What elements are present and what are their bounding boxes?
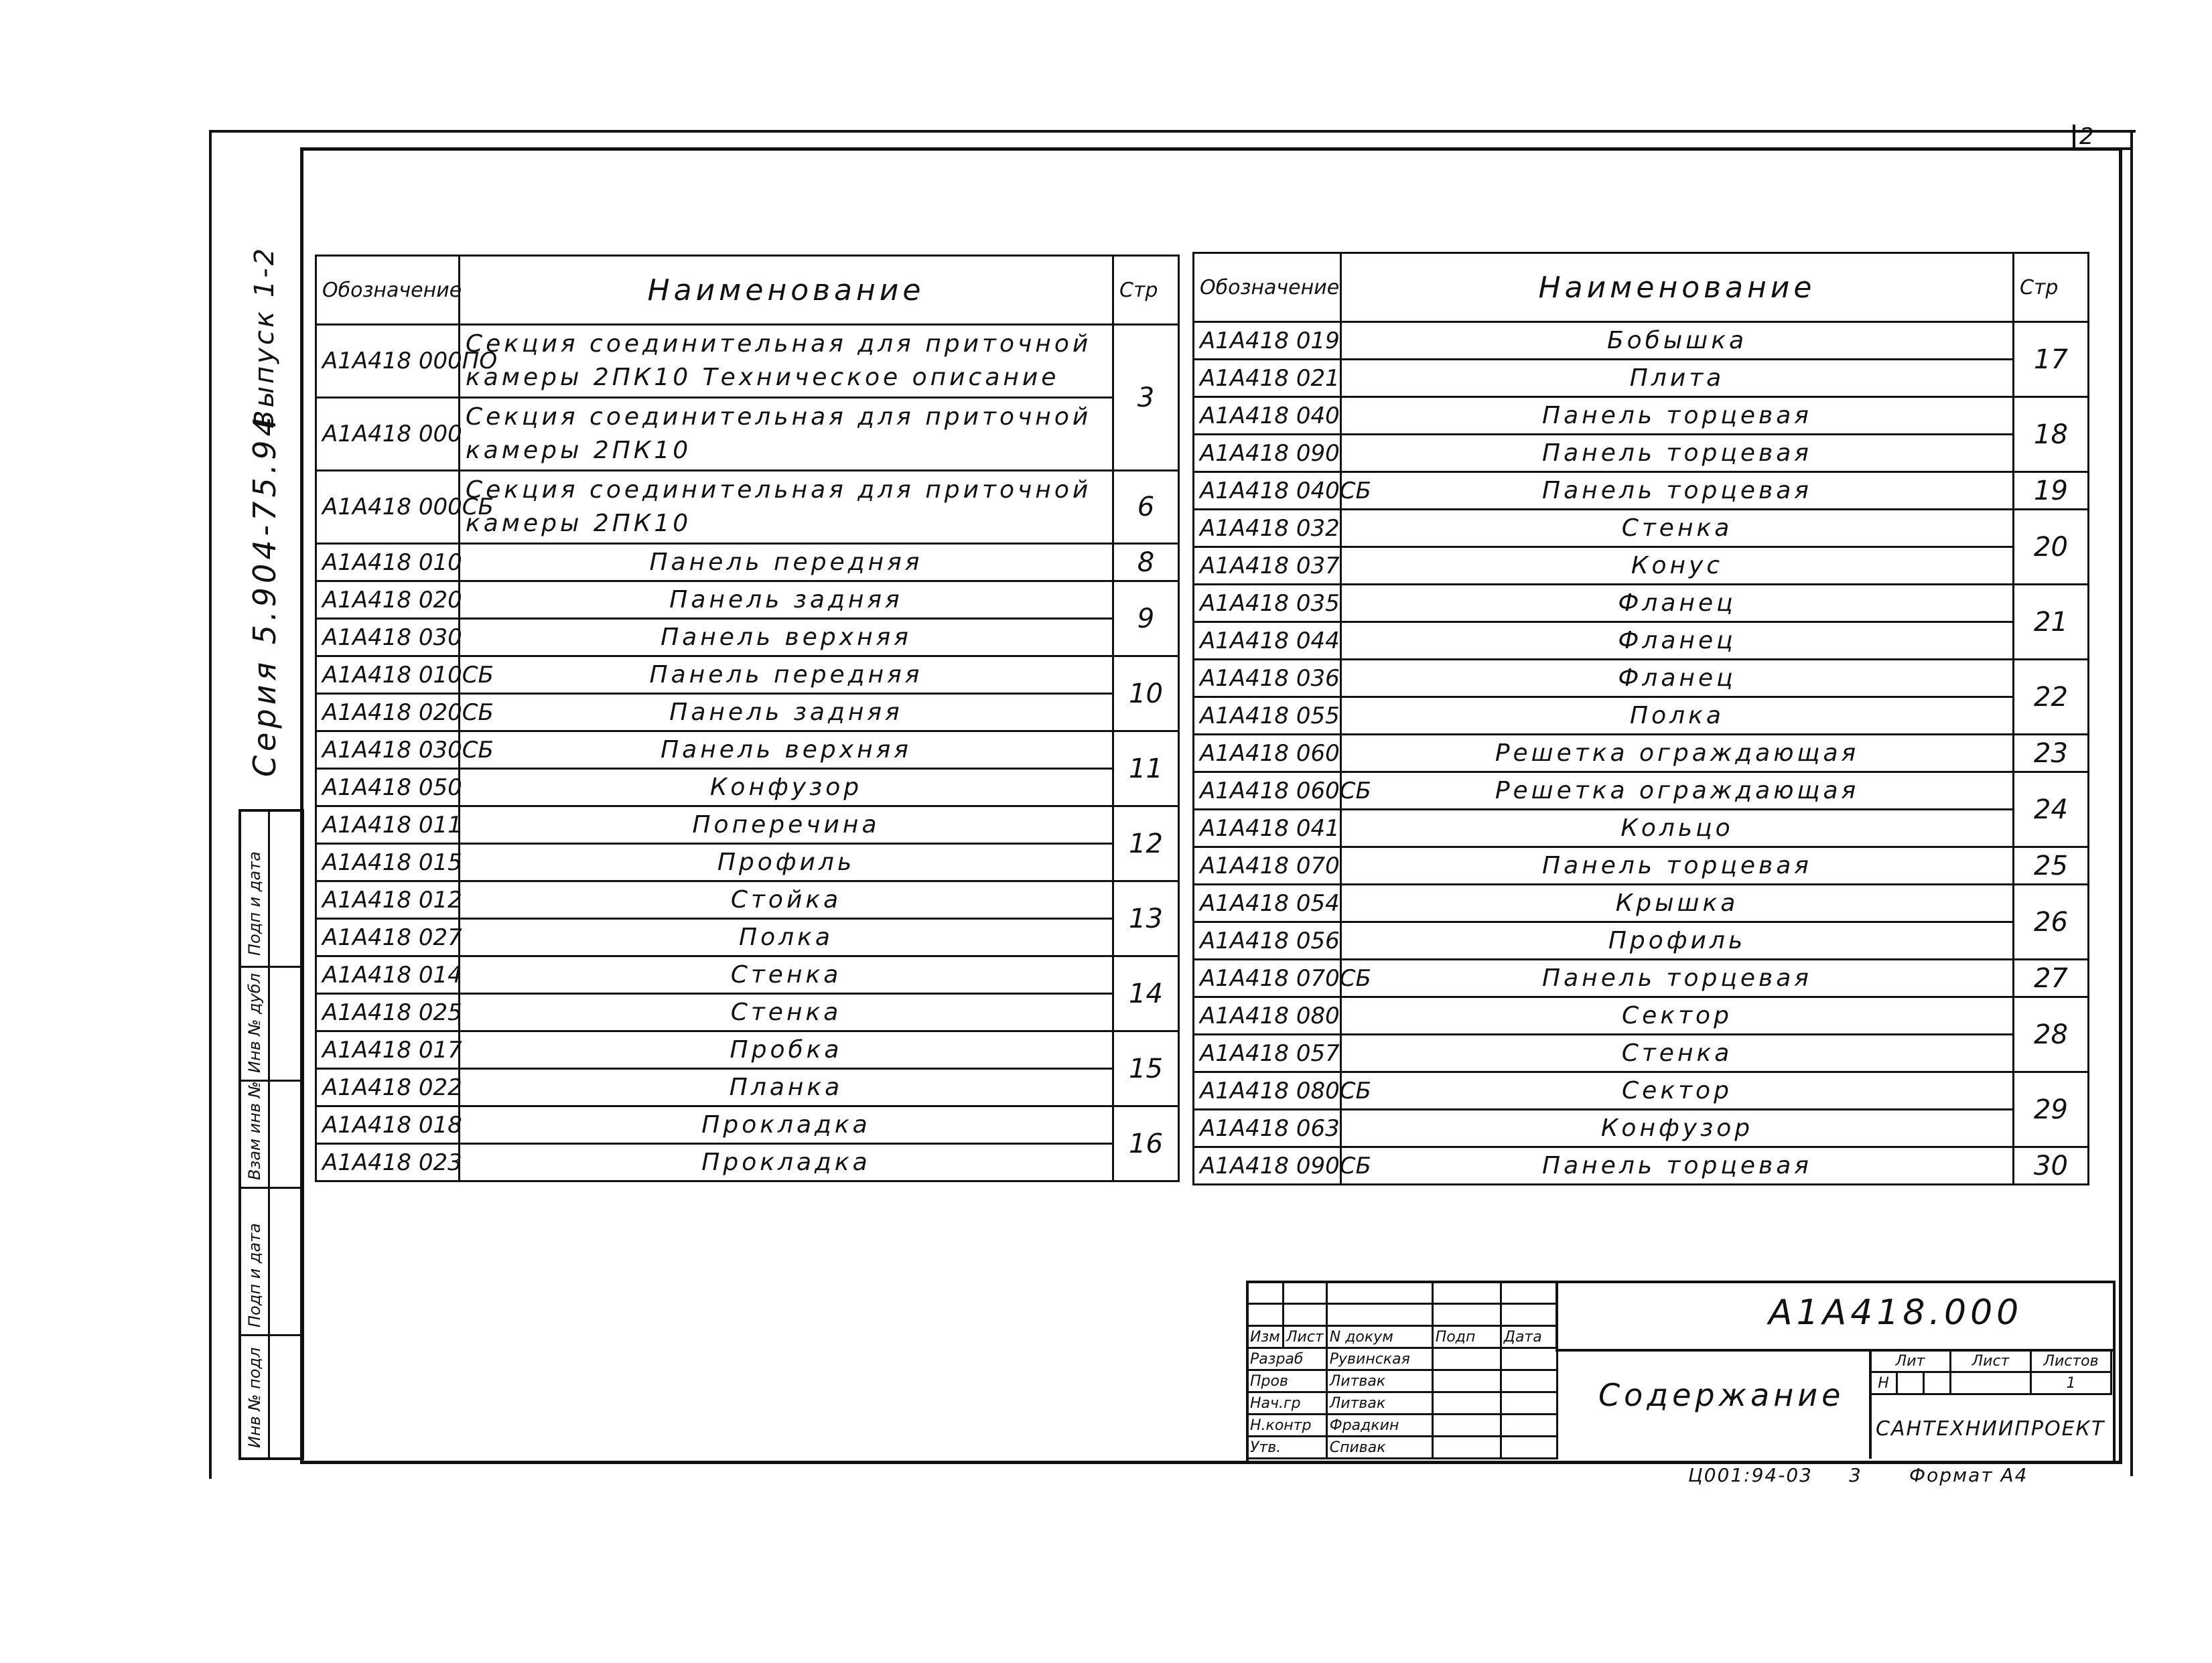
cell-name: Панель передняя xyxy=(460,544,1113,581)
cell-designation: А1А418 018 xyxy=(316,1106,460,1144)
contents-table-left xyxy=(315,255,1180,1182)
title-block-role-row xyxy=(1247,1348,1558,1370)
cell-designation: А1А418 022 xyxy=(316,1069,460,1106)
title-block-header: N докум xyxy=(1326,1326,1432,1348)
cell-designation: А1А418 060СБ xyxy=(1194,772,1341,810)
table-row xyxy=(316,619,1179,656)
cell-designation: А1А418 070 xyxy=(1194,847,1341,885)
table-row xyxy=(316,656,1179,694)
cell-designation: А1А418 010 xyxy=(316,544,460,581)
title-block-empty-cell xyxy=(1247,1282,1284,1304)
cell-designation: А1А418 055 xyxy=(1194,697,1341,735)
table-row xyxy=(1194,547,2089,585)
cell-name: Панель задняя xyxy=(460,694,1113,731)
cell-page: 30 xyxy=(2014,1147,2089,1185)
cell-designation: А1А418 040СБ xyxy=(1194,472,1341,510)
cell-name: Панель торцевая xyxy=(1341,847,2014,885)
table-row xyxy=(1194,735,2089,772)
title-block-header-row xyxy=(1247,1326,1558,1348)
cell-name: Секция соединительная для приточной камеры 2ПК10 xyxy=(460,471,1113,544)
cell-page: 20 xyxy=(2014,510,2089,585)
table-row xyxy=(1194,585,2089,622)
table-row xyxy=(316,544,1179,581)
role-date xyxy=(1501,1348,1557,1370)
cell-name: Планка xyxy=(460,1069,1113,1106)
role-date xyxy=(1501,1370,1557,1392)
cell-page: 27 xyxy=(2014,960,2089,997)
cell-name: Панель верхняя xyxy=(460,619,1113,656)
cell-page: 16 xyxy=(1113,1106,1179,1181)
title-block-signatures xyxy=(1246,1281,1558,1459)
cell-designation: А1А418 036 xyxy=(1194,660,1341,697)
cell-designation: А1А418 020СБ xyxy=(316,694,460,731)
cell-name: Полка xyxy=(460,919,1113,956)
cell-name: Стенка xyxy=(460,956,1113,994)
table-row xyxy=(316,471,1179,544)
cell-page: 19 xyxy=(2014,472,2089,510)
sheet-value xyxy=(1951,1372,2031,1394)
cell-name: Решетка ограждающая xyxy=(1341,735,2014,772)
cell-page: 14 xyxy=(1113,956,1179,1031)
side-label: Инв № дубл xyxy=(245,973,264,1073)
cell-page: 13 xyxy=(1113,881,1179,956)
table-row xyxy=(1194,322,2089,360)
format-label: Формат А4 xyxy=(1909,1464,2028,1486)
cell-name: Фланец xyxy=(1341,585,2014,622)
side-strip-cell xyxy=(241,1334,301,1336)
cell-name: Конус xyxy=(1341,547,2014,585)
cell-page: 12 xyxy=(1113,806,1179,881)
cell-name: Сектор xyxy=(1341,1072,2014,1110)
cell-page: 6 xyxy=(1113,471,1179,544)
title-block-role-row xyxy=(1247,1392,1558,1415)
title-block-empty-row xyxy=(1247,1304,1558,1326)
cell-name: Стойка xyxy=(460,881,1113,919)
outer-frame-right xyxy=(2130,130,2133,1476)
cell-name: Стенка xyxy=(1341,510,2014,547)
sheet-number: 2 xyxy=(2079,123,2094,150)
table-row xyxy=(1194,510,2089,547)
title-block-empty-cell xyxy=(1247,1304,1284,1326)
header-designation: Обозначение xyxy=(316,256,460,325)
cell-page: 25 xyxy=(2014,847,2089,885)
role-label: Разраб xyxy=(1247,1348,1327,1370)
cell-designation: А1А418 080СБ xyxy=(1194,1072,1341,1110)
role-label: Утв. xyxy=(1247,1437,1327,1459)
cell-name: Поперечина xyxy=(460,806,1113,844)
table-row xyxy=(1194,472,2089,510)
cell-name: Панель передняя xyxy=(460,656,1113,694)
cell-designation: А1А418 015 xyxy=(316,844,460,881)
table-row xyxy=(1194,922,2089,960)
header-name: Наименование xyxy=(460,256,1113,325)
side-strip-cell xyxy=(241,1187,301,1189)
cell-designation: А1А418 010СБ xyxy=(316,656,460,694)
cell-name: Панель торцевая xyxy=(1341,960,2014,997)
cell-page: 23 xyxy=(2014,735,2089,772)
table-row xyxy=(1194,435,2089,472)
role-signature xyxy=(1432,1348,1501,1370)
role-label: Пров xyxy=(1247,1370,1327,1392)
table-row xyxy=(1194,885,2089,922)
role-signature xyxy=(1432,1392,1501,1415)
table-row xyxy=(316,325,1179,398)
side-label: Подп и дата xyxy=(245,851,264,956)
table-row xyxy=(316,1106,1179,1144)
cell-designation: А1А418 050 xyxy=(316,769,460,806)
table-row xyxy=(316,1031,1179,1069)
sheets-value: 1 xyxy=(2031,1372,2112,1394)
table-row xyxy=(1194,810,2089,847)
cell-name: Панель задняя xyxy=(460,581,1113,619)
organization: САНТЕХНИИПРОЕКТ xyxy=(1876,1417,2105,1441)
title-block-lit-table xyxy=(1869,1349,2112,1395)
cell-designation: А1А418 027 xyxy=(316,919,460,956)
side-strip-divider xyxy=(268,812,270,1457)
role-date xyxy=(1501,1437,1557,1459)
cell-name: Профиль xyxy=(460,844,1113,881)
cell-designation: А1А418 063 xyxy=(1194,1110,1341,1147)
title-block-empty-cell xyxy=(1284,1304,1327,1326)
role-name: Литвак xyxy=(1326,1392,1432,1415)
table-row xyxy=(316,694,1179,731)
cell-page: 3 xyxy=(1113,325,1179,471)
title-block-empty-cell xyxy=(1432,1282,1501,1304)
cell-designation: А1А418 080 xyxy=(1194,997,1341,1035)
cell-designation: А1А418 070СБ xyxy=(1194,960,1341,997)
side-label: Инв № подл xyxy=(245,1347,264,1448)
cell-page: 15 xyxy=(1113,1031,1179,1106)
title-block-header: Дата xyxy=(1501,1326,1557,1348)
cell-designation: А1А418 000ПО xyxy=(316,325,460,398)
table-row xyxy=(1194,360,2089,397)
table-row xyxy=(1194,622,2089,660)
header-designation: Обозначение xyxy=(1194,253,1341,322)
table-row xyxy=(1194,847,2089,885)
cell-name: Пробка xyxy=(460,1031,1113,1069)
cell-designation: А1А418 025 xyxy=(316,994,460,1031)
cell-designation: А1А418 030СБ xyxy=(316,731,460,769)
title-block-header: Подп xyxy=(1432,1326,1501,1348)
cell-designation: А1А418 044 xyxy=(1194,622,1341,660)
table-row xyxy=(1194,697,2089,735)
cell-page: 22 xyxy=(2014,660,2089,735)
header-page: Стр xyxy=(1113,256,1179,325)
contents-table-right xyxy=(1192,252,2089,1185)
cell-page: 24 xyxy=(2014,772,2089,847)
cell-designation: А1А418 019 xyxy=(1194,322,1341,360)
title-block-role-row xyxy=(1247,1370,1558,1392)
table-row xyxy=(316,994,1179,1031)
cell-designation: А1А418 060 xyxy=(1194,735,1341,772)
sheets-label: Листов xyxy=(2031,1350,2112,1372)
cell-designation: А1А418 090 xyxy=(1194,435,1341,472)
role-name: Фрадкин xyxy=(1326,1415,1432,1437)
table-row xyxy=(316,769,1179,806)
cell-designation: А1А418 040 xyxy=(1194,397,1341,435)
cell-designation: А1А418 030 xyxy=(316,619,460,656)
role-date xyxy=(1501,1392,1557,1415)
bottom-code: Ц001:94-03 xyxy=(1688,1464,1813,1486)
table-row xyxy=(1194,1072,2089,1110)
cell-name: Крышка xyxy=(1341,885,2014,922)
table-row xyxy=(1194,997,2089,1035)
cell-designation: А1А418 021 xyxy=(1194,360,1341,397)
header-page: Стр xyxy=(2014,253,2089,322)
cell-page: 10 xyxy=(1113,656,1179,731)
role-signature xyxy=(1432,1370,1501,1392)
table-row xyxy=(316,1069,1179,1106)
table-row xyxy=(1194,397,2089,435)
table-row xyxy=(316,398,1179,471)
lit-label: Лит xyxy=(1870,1350,1951,1372)
cell-designation: А1А418 011 xyxy=(316,806,460,844)
cell-name: Кольцо xyxy=(1341,810,2014,847)
role-name: Рувинская xyxy=(1326,1348,1432,1370)
cell-name: Полка xyxy=(1341,697,2014,735)
table-row xyxy=(1194,1110,2089,1147)
table-row xyxy=(316,1144,1179,1181)
cell-page: 17 xyxy=(2014,322,2089,397)
cell-name: Секция соединительная для приточной камеры 2ПК10 xyxy=(460,398,1113,471)
title-block-empty-cell xyxy=(1501,1282,1557,1304)
issue-label: Выпуск 1-2 xyxy=(249,245,280,429)
document-name: Содержание xyxy=(1598,1377,1845,1413)
cell-name: Стенка xyxy=(460,994,1113,1031)
title-block-empty-cell xyxy=(1326,1282,1432,1304)
lit-value: Н xyxy=(1870,1372,1897,1394)
table-header-row xyxy=(1194,253,2089,322)
role-label: Нач.гр xyxy=(1247,1392,1327,1415)
cell-name: Конфузор xyxy=(460,769,1113,806)
cell-name: Плита xyxy=(1341,360,2014,397)
table-row xyxy=(1194,1035,2089,1072)
cell-page: 28 xyxy=(2014,997,2089,1072)
cell-designation: А1А418 056 xyxy=(1194,922,1341,960)
cell-page: 18 xyxy=(2014,397,2089,472)
cell-page: 11 xyxy=(1113,731,1179,806)
title-block-empty-cell xyxy=(1501,1304,1557,1326)
cell-name: Прокладка xyxy=(460,1144,1113,1181)
cell-page: 8 xyxy=(1113,544,1179,581)
cell-name: Фланец xyxy=(1341,660,2014,697)
cell-name: Стенка xyxy=(1341,1035,2014,1072)
cell-designation: А1А418 017 xyxy=(316,1031,460,1069)
side-stamp-strip xyxy=(238,809,304,1460)
cell-designation: А1А418 000 xyxy=(316,398,460,471)
cell-designation: А1А418 023 xyxy=(316,1144,460,1181)
role-date xyxy=(1501,1415,1557,1437)
header-name: Наименование xyxy=(1341,253,2014,322)
cell-designation: А1А418 020 xyxy=(316,581,460,619)
side-label: Подп и дата xyxy=(245,1223,264,1327)
title-block-role-row xyxy=(1247,1415,1558,1437)
cell-designation: А1А418 090СБ xyxy=(1194,1147,1341,1185)
table-row xyxy=(316,919,1179,956)
table-row xyxy=(316,731,1179,769)
title-block-role-row xyxy=(1247,1437,1558,1459)
table-row xyxy=(1194,1147,2089,1185)
cell-designation: А1А418 041 xyxy=(1194,810,1341,847)
lit-empty xyxy=(1897,1372,1924,1394)
table-header-row xyxy=(316,256,1179,325)
bottom-copy: 3 xyxy=(1849,1464,1861,1486)
lit-empty xyxy=(1924,1372,1951,1394)
cell-name: Прокладка xyxy=(460,1106,1113,1144)
title-block-empty-row xyxy=(1247,1282,1558,1304)
table-row xyxy=(1194,660,2089,697)
side-label: Взам инв № xyxy=(245,1081,264,1180)
cell-name: Конфузор xyxy=(1341,1110,2014,1147)
table-row xyxy=(316,881,1179,919)
cell-name: Панель торцевая xyxy=(1341,435,2014,472)
cell-name: Профиль xyxy=(1341,922,2014,960)
table-row xyxy=(316,806,1179,844)
title-block-header: Изм xyxy=(1247,1326,1284,1348)
cell-designation: А1А418 037 xyxy=(1194,547,1341,585)
cell-designation: А1А418 057 xyxy=(1194,1035,1341,1072)
cell-name: Панель торцевая xyxy=(1341,472,2014,510)
cell-name: Фланец xyxy=(1341,622,2014,660)
cell-designation: А1А418 012 xyxy=(316,881,460,919)
role-label: Н.контр xyxy=(1247,1415,1327,1437)
cell-name: Сектор xyxy=(1341,997,2014,1035)
role-signature xyxy=(1432,1415,1501,1437)
table-row xyxy=(316,581,1179,619)
sheet-label: Лист xyxy=(1951,1350,2031,1372)
title-block-empty-cell xyxy=(1284,1282,1327,1304)
title-block-empty-cell xyxy=(1432,1304,1501,1326)
table-row xyxy=(316,956,1179,994)
cell-page: 9 xyxy=(1113,581,1179,656)
table-row xyxy=(1194,772,2089,810)
cell-designation: А1А418 054 xyxy=(1194,885,1341,922)
title-block-header: Лист xyxy=(1284,1326,1327,1348)
cell-name: Панель верхняя xyxy=(460,731,1113,769)
cell-page: 21 xyxy=(2014,585,2089,660)
role-name: Спивак xyxy=(1326,1437,1432,1459)
table-row xyxy=(316,844,1179,881)
cell-designation: А1А418 032 xyxy=(1194,510,1341,547)
cell-designation: А1А418 000СБ xyxy=(316,471,460,544)
cell-page: 29 xyxy=(2014,1072,2089,1147)
cell-name: Секция соединительная для приточной камеры 2ПК10 Техническое описание xyxy=(460,325,1113,398)
role-signature xyxy=(1432,1437,1501,1459)
cell-designation: А1А418 014 xyxy=(316,956,460,994)
series-label: Серия 5.904-75.94 xyxy=(247,413,283,777)
cell-name: Панель торцевая xyxy=(1341,397,2014,435)
cell-name: Бобышка xyxy=(1341,322,2014,360)
role-name: Литвак xyxy=(1326,1370,1432,1392)
side-strip-cell xyxy=(241,966,301,968)
cell-name: Панель торцевая xyxy=(1341,1147,2014,1185)
cell-name: Решетка ограждающая xyxy=(1341,772,2014,810)
cell-page: 26 xyxy=(2014,885,2089,960)
table-row xyxy=(1194,960,2089,997)
cell-designation: А1А418 035 xyxy=(1194,585,1341,622)
title-block-empty-cell xyxy=(1326,1304,1432,1326)
document-code: А1А418.000 xyxy=(1769,1293,2023,1333)
